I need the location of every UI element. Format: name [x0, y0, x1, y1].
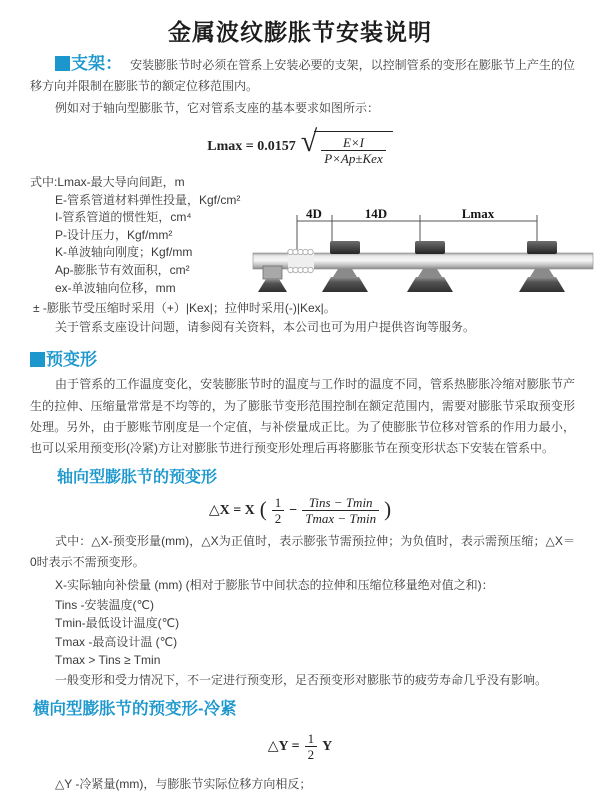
- half-numerator: 1: [274, 494, 282, 510]
- support-intro-text: 安装膨胀节时必须在管系上安装必要的支架，以控制管系的变形在膨胀节上产生的位移方向并限制在膨胀节的额定位移范围内。: [30, 58, 575, 93]
- section-bullet-icon: [55, 56, 70, 71]
- sqrt-radical-icon: √: [300, 125, 318, 158]
- lmax-fraction-denominator: P×Ap±Kex: [321, 150, 386, 166]
- dx-formula-lhs: △X = X: [208, 503, 255, 519]
- temperature-line: Tins -安装温度(℃): [55, 597, 155, 612]
- dx-explanation: 式中：△X-预变形量(mm)，△X为正值时，表示膨张节需预拉伸；为负值时，表示需预压缩；△X＝0时表示不需预变形。: [30, 533, 575, 569]
- consult-note: 关于管系支座设计问题，请参阅有关资料，本公司也可为用户提供咨询等服务。: [55, 320, 476, 335]
- lmax-fraction: [321, 135, 386, 167]
- half-fraction: [272, 495, 285, 527]
- definition-line: ex-单波轴向位移，mm: [55, 280, 176, 295]
- definition-line: K-单波轴向刚度；Kgf/mm: [55, 245, 193, 260]
- temp-fraction-numerator: Tins − Tmin: [308, 494, 373, 510]
- support-intro-paragraph: [30, 53, 575, 97]
- half-denominator: 2: [305, 746, 318, 762]
- definition-line: I-管系管道的惯性矩，cm⁴: [55, 210, 192, 225]
- dim-label-14d: 14D: [364, 206, 388, 221]
- predeform-paragraph: 由于管系的工作温度变化，安装膨胀节时的温度与工作时的温度不同，管系热膨胀冷缩对膨胀节产生的拉伸、压缩量常常是不均等的，为了膨胀节变形范围控制在额定范围内，需要对膨胀节采取预变形处理。另外，由于膨账节刚度是一个定值，与补偿量成正比。为了使膨胀节位移对管系的作用力最小，也可以采用预变形(冷紧)方让对膨胀节进行预变形处理后再将膨胀节在预变形状态下安装在管系中。: [30, 377, 575, 456]
- lateral-predeform-formula: [0, 731, 600, 763]
- half-fraction: [305, 731, 318, 763]
- right-paren: ): [384, 497, 392, 522]
- minus-sign: −: [289, 502, 298, 518]
- dy-formula-rhs: Y: [322, 738, 333, 754]
- section-bullet-icon: [30, 352, 45, 367]
- formula-where-line: 式中:Lmax-最大导向间距，m: [30, 174, 185, 189]
- left-paren: (: [259, 497, 267, 522]
- half-denominator: 2: [272, 510, 285, 526]
- bellows-section: [288, 249, 314, 272]
- definition-line: Ap-膨胀节有效面积，cm²: [55, 263, 190, 278]
- definition-line: P-设计压力，Kgf/mm²: [55, 227, 173, 242]
- y-definition-line: △Y -冷紧量(mm)，与膨胀节实际位移方向相反；: [55, 776, 312, 791]
- sqrt-expression: [300, 125, 393, 167]
- support-section-heading: 支架：: [71, 54, 123, 73]
- dim-label-lmax: Lmax: [461, 206, 495, 221]
- dy-formula-lhs: △Y =: [267, 739, 300, 755]
- lmax-fraction-numerator: E×I: [342, 135, 364, 150]
- temperature-line: Tmax -最高设计温 (℃): [55, 634, 178, 649]
- predeform-section-heading: 预变形: [46, 350, 97, 370]
- lmax-formula-lhs: Lmax = 0.0157: [207, 139, 296, 155]
- document-page: [0, 14, 600, 791]
- sqrt-vinculum: [314, 131, 393, 167]
- temperature-fraction: [302, 495, 379, 527]
- support-example-line: 例如对于轴向型膨胀节，它对管系支座的基本要求如图所示：: [55, 101, 380, 115]
- predeform-section-header: [30, 350, 600, 371]
- definition-line: E-管系管道材料弹性投量，Kgf/cm²: [55, 192, 241, 207]
- dim-label-4d: 4D: [306, 206, 322, 221]
- axial-predeform-formula: [0, 495, 600, 527]
- temperature-line: Tmin-最低设计温度(℃): [55, 616, 180, 631]
- half-numerator: 1: [307, 730, 315, 746]
- axial-subsection-heading: 轴向型膨胀节的预变形: [57, 468, 218, 486]
- x-definition-line: X-实际轴向补偿量 (mm) (相对于膨胀节中间状态的拉伸和压缩位移量绝对值之和)：: [55, 577, 494, 592]
- lateral-subsection-heading: 横向型膨胀节的预变形-冷紧: [33, 699, 237, 718]
- lmax-formula: [0, 125, 600, 167]
- temperature-inequality: Tmax > Tins ≥ Tmin: [55, 653, 161, 668]
- anchor-support: [258, 266, 287, 292]
- pipe-support-diagram: [250, 206, 598, 302]
- predeform-note: 一般变形和受力情况下，不一定进行预变形，足否预变形对膨胀节的疲劳寿命几乎没有影响。: [55, 672, 548, 687]
- temp-fraction-denominator: Tmax − Tmin: [302, 510, 379, 526]
- page-title: 金属波纹膨胀节安装说明: [168, 19, 432, 45]
- plus-minus-note: ± -膨胀节受压缩时采用（+）|Kex|；拉伸时采用(-)|Kex|。: [33, 301, 336, 316]
